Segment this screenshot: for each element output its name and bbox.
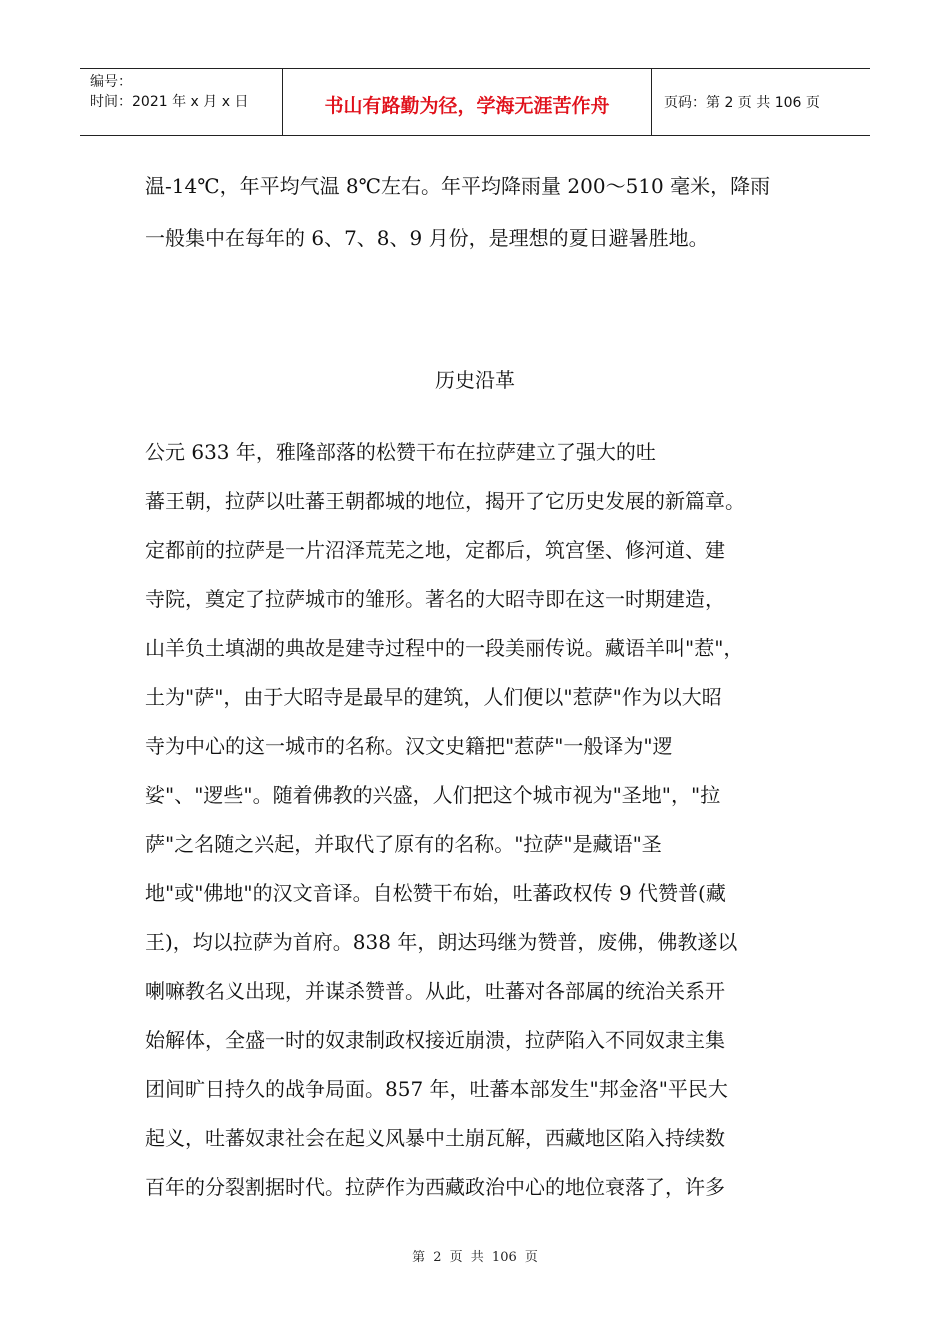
section-title: 历史沿革 <box>435 368 515 392</box>
text-line: 地"或"佛地"的汉文音译。自松赞干布始，吐蕃政权传 9 代赞普(藏 <box>145 881 726 905</box>
text-line: 土为"萨"，由于大昭寺是最早的建筑，人们便以"惹萨"作为以大昭 <box>145 685 722 709</box>
header-page-info: 页码：第 2 页 共 106 页 <box>664 95 820 111</box>
text-line: 起义，吐蕃奴隶社会在起义风暴中土崩瓦解，西藏地区陷入持续数 <box>145 1126 725 1150</box>
text-line: 寺为中心的这一城市的名称。汉文史籍把"惹萨"一般译为"逻 <box>145 734 673 758</box>
text-line: 蕃王朝，拉萨以吐蕃王朝都城的地位，揭开了它历史发展的新篇章。 <box>145 489 745 513</box>
text-line: 萨"之名随之兴起，并取代了原有的名称。"拉萨"是藏语"圣 <box>145 832 662 856</box>
text-line: 温-14℃，年平均气温 8℃左右。年平均降雨量 200～510 毫米，降雨 <box>145 174 771 198</box>
text-line: 山羊负土填湖的典故是建寺过程中的一段美丽传说。藏语羊叫"惹"， <box>145 636 744 660</box>
header-meta <box>80 69 282 135</box>
time-label: 时间：2021 年 x 月 x 日 <box>90 94 249 110</box>
text-line: 娑"、"逻些"。随着佛教的兴盛，人们把这个城市视为"圣地"，"拉 <box>145 783 721 807</box>
text-line: 团间旷日持久的战争局面。857 年，吐蕃本部发生"邦金洛"平民大 <box>145 1077 728 1101</box>
number-label: 编号： <box>90 74 132 90</box>
text-line: 百年的分裂割据时代。拉萨作为西藏政治中心的地位衰落了，许多 <box>145 1175 725 1199</box>
text-line: 喇嘛教名义出现，并谋杀赞普。从此，吐蕃对各部属的统治关系开 <box>145 979 725 1003</box>
page-header <box>80 68 870 136</box>
text-line: 王)，均以拉萨为首府。838 年，朗达玛继为赞普，废佛，佛教遂以 <box>145 930 738 954</box>
text-line: 一般集中在每年的 6、7、8、9 月份，是理想的夏日避暑胜地。 <box>145 226 709 250</box>
text-line: 定都前的拉萨是一片沼泽荒芜之地，定都后，筑宫堡、修河道、建 <box>145 538 725 562</box>
text-line: 始解体，全盛一时的奴隶制政权接近崩溃，拉萨陷入不同奴隶主集 <box>145 1028 725 1052</box>
text-line: 公元 633 年，雅隆部落的松赞干布在拉萨建立了强大的吐 <box>145 440 656 464</box>
page-footer: 第 2 页 共 106 页 <box>412 1250 538 1265</box>
text-line: 寺院，奠定了拉萨城市的雏形。著名的大昭寺即在这一时期建造， <box>145 587 725 611</box>
header-motto: 书山有路勤为径，学海无涯苦作舟 <box>282 69 652 135</box>
